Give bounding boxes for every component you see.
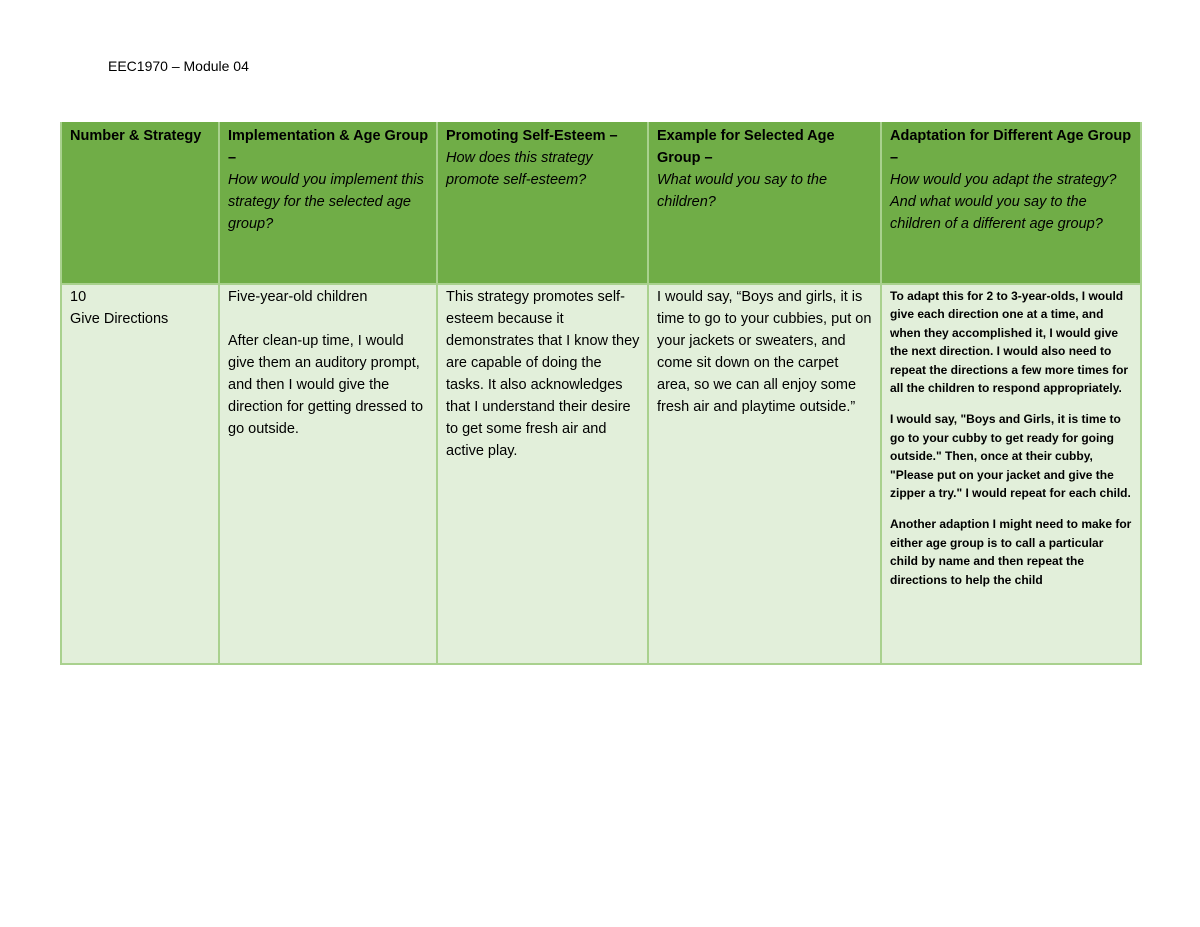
strategy-number: 10 xyxy=(70,289,87,305)
header-adaptation xyxy=(881,122,1141,284)
adaptation-paragraph: I would say, "Boys and Girls, it is time to go to your cubby to get ready for going outside." Then, once at their cubby, "Please put on your jacket and give the zipper a try." I would repeat for each child. xyxy=(890,412,1131,501)
document-header: EEC1970 – Module 04 xyxy=(108,58,249,74)
header-implementation xyxy=(219,122,437,284)
table-header xyxy=(61,122,1141,284)
header-self-esteem xyxy=(437,122,648,284)
cell-number-strategy xyxy=(61,284,219,664)
implementation-text: After clean-up time, I would give them an auditory prompt, and then I would give the direction for getting dressed to go outside. xyxy=(228,333,424,437)
header-question: What would you say to the children? xyxy=(657,172,828,210)
self-esteem-text: This strategy promotes self-esteem because it demonstrates that I know they are capable of doing the tasks. It also acknowledges that I understand their desire to get some fresh air and active play. xyxy=(446,289,640,459)
example-text: I would say, “Boys and girls, it is time to go to your cubbies, put on your jackets or sweaters, and come sit down on the carpet area, so we can all enjoy some fresh air and playtime outside.” xyxy=(657,289,872,415)
adaptation-content xyxy=(890,287,1133,639)
header-question: How does this strategy promote self-esteem? xyxy=(446,150,593,188)
cell-self-esteem xyxy=(437,284,648,664)
adaptation-paragraph: Another adaption I might need to make for either age group is to call a particular child by name and then repeat the directions to help the child xyxy=(890,517,1132,587)
header-title: Adaptation for Different Age Group – xyxy=(890,128,1132,166)
header-question: How would you adapt the strategy? And what would you say to the children of a different age group? xyxy=(890,172,1117,232)
header-example xyxy=(648,122,881,284)
age-group-text: Five-year-old children xyxy=(228,289,368,305)
header-title: Promoting Self-Esteem – xyxy=(446,128,618,144)
strategy-table xyxy=(60,122,1142,665)
cell-adaptation xyxy=(881,284,1141,664)
strategy-name: Give Directions xyxy=(70,311,169,327)
header-title: Number & Strategy xyxy=(70,128,202,144)
header-question: How would you implement this strategy for the selected age group? xyxy=(228,172,424,232)
table-row xyxy=(61,284,1141,664)
header-title: Example for Selected Age Group – xyxy=(657,128,835,166)
header-row xyxy=(61,122,1141,284)
cell-example xyxy=(648,284,881,664)
cell-implementation xyxy=(219,284,437,664)
header-number-strategy xyxy=(61,122,219,284)
adaptation-paragraph: To adapt this for 2 to 3-year-olds, I would give each direction one at a time, and when they accomplished it, I would give the next direction. I would also need to repeat the directions a few more times for all the children to respond appropriately. xyxy=(890,289,1129,396)
header-title: Implementation & Age Group – xyxy=(228,128,429,166)
